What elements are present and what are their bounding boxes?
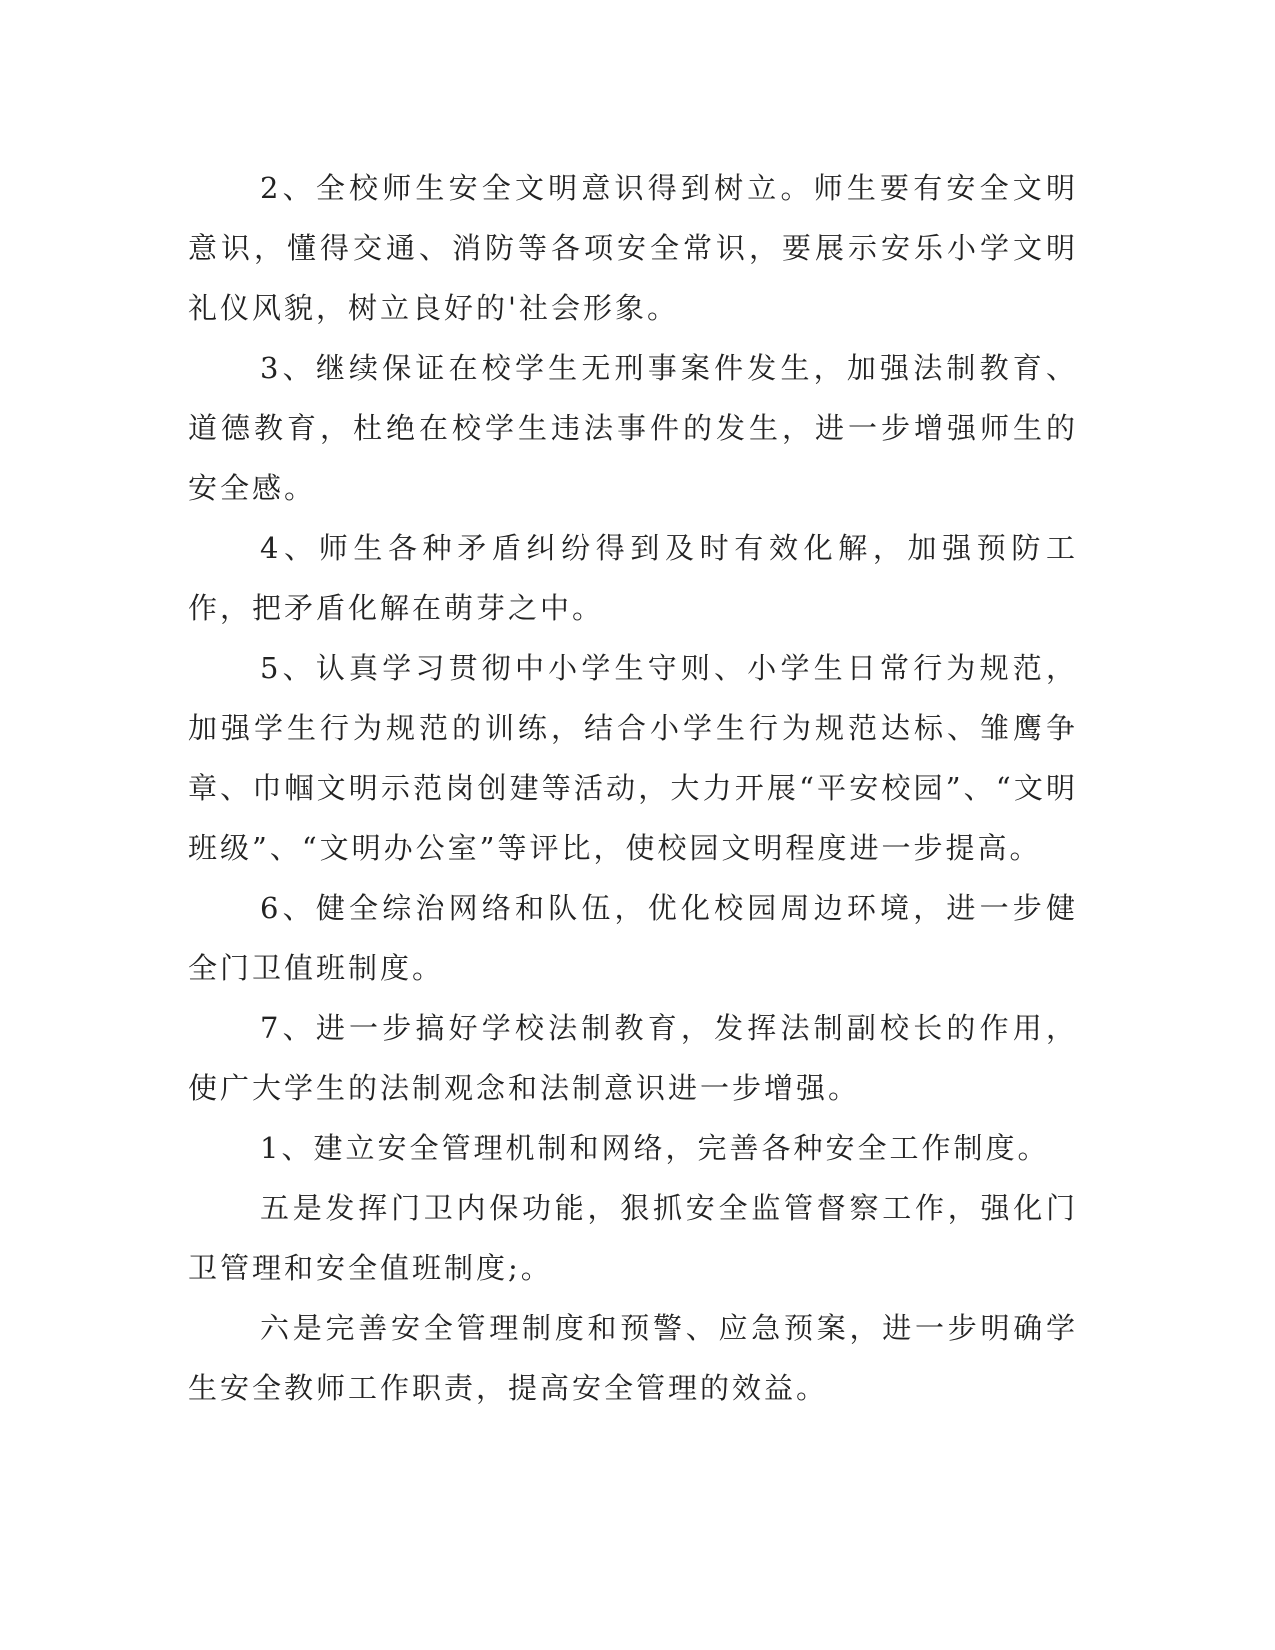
paragraph-item-3: 3、继续保证在校学生无刑事案件发生，加强法制教育、道德教育，杜绝在校学生违法事件的发生，进一步增强师生的安全感。 — [188, 351, 1078, 505]
paragraph-item-5: 5、认真学习贯彻中小学生守则、小学生日常行为规范，加强学生行为规范的训练，结合小学生行为规范达标、雏鹰争章、巾帼文明示范岗创建等活动，大力开展“平安校园”、“文明班级”、“文明办公室”等评比，使校园文明程度进一步提高。 — [188, 651, 1078, 865]
document-body — [188, 158, 1078, 1418]
paragraph-item-6: 6、健全综治网络和队伍，优化校园周边环境，进一步健全门卫值班制度。 — [188, 891, 1078, 985]
paragraph-item-4: 4、师生各种矛盾纠纷得到及时有效化解，加强预防工作，把矛盾化解在萌芽之中。 — [188, 531, 1078, 625]
paragraph-item-fifth-measure: 五是发挥门卫内保功能，狠抓安全监管督察工作，强化门卫管理和安全值班制度;。 — [188, 1191, 1078, 1285]
paragraph-item-2: 2、全校师生安全文明意识得到树立。师生要有安全文明意识，懂得交通、消防等各项安全常识，要展示安乐小学文明礼仪风貌，树立良好的'社会形象。 — [188, 171, 1078, 325]
paragraph-item-1: 1、建立安全管理机制和网络，完善各种安全工作制度。 — [260, 1131, 1050, 1165]
paragraph-item-sixth-measure: 六是完善安全管理制度和预警、应急预案，进一步明确学生安全教师工作职责，提高安全管理的效益。 — [188, 1311, 1078, 1405]
paragraph-item-7: 7、进一步搞好学校法制教育，发挥法制副校长的作用，使广大学生的法制观念和法制意识进一步增强。 — [188, 1011, 1078, 1105]
